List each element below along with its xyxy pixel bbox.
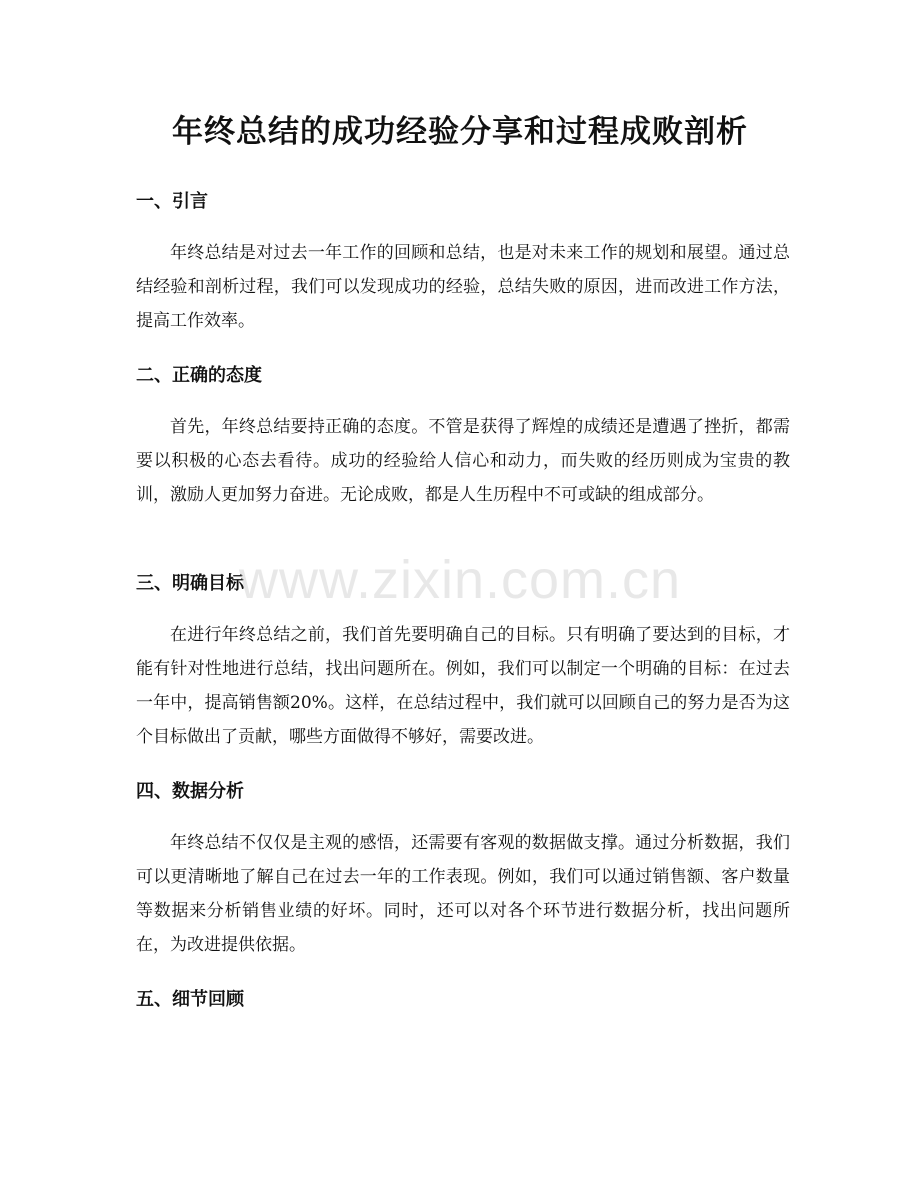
section-paragraph-goals: 在进行年终总结之前，我们首先要明确自己的目标。只有明确了要达到的目标，才能有针对性地进行总结，找出问题所在。例如，我们可以制定一个明确的目标：在过去一年中，提高销售额20%。这样，在总结过程中，我们就可以回顾自己的努力是否为这个目标做出了贡献，哪些方面做得不够好，需要改进。 (136, 625, 790, 747)
section-paragraph-introduction: 年终总结是对过去一年工作的回顾和总结，也是对未来工作的规划和展望。通过总结经验和剖析过程，我们可以发现成功的经验，总结失败的原因，进而改进工作方法，提高工作效率。 (136, 243, 790, 331)
section-heading-attitude: 二、正确的态度 (136, 365, 262, 386)
document-title: 年终总结的成功经验分享和过程成败剖析 (172, 114, 748, 150)
section-heading-data-analysis: 四、数据分析 (136, 781, 244, 802)
watermark: www.zixin.com.cn (238, 550, 682, 610)
section-heading-detail-review: 五、细节回顾 (136, 989, 244, 1010)
section-heading-goals: 三、明确目标 (136, 573, 244, 594)
section-paragraph-attitude: 首先，年终总结要持正确的态度。不管是获得了辉煌的成绩还是遭遇了挫折，都需要以积极的心态去看待。成功的经验给人信心和动力，而失败的经历则成为宝贵的教训，激励人更加努力奋进。无论成败，都是人生历程中不可或缺的组成部分。 (136, 417, 790, 505)
section-paragraph-data-analysis: 年终总结不仅仅是主观的感悟，还需要有客观的数据做支撑。通过分析数据，我们可以更清晰地了解自己在过去一年的工作表现。例如，我们可以通过销售额、客户数量等数据来分析销售业绩的好坏。同时，还可以对各个环节进行数据分析，找出问题所在，为改进提供依据。 (136, 833, 790, 955)
section-heading-introduction: 一、引言 (136, 191, 208, 212)
